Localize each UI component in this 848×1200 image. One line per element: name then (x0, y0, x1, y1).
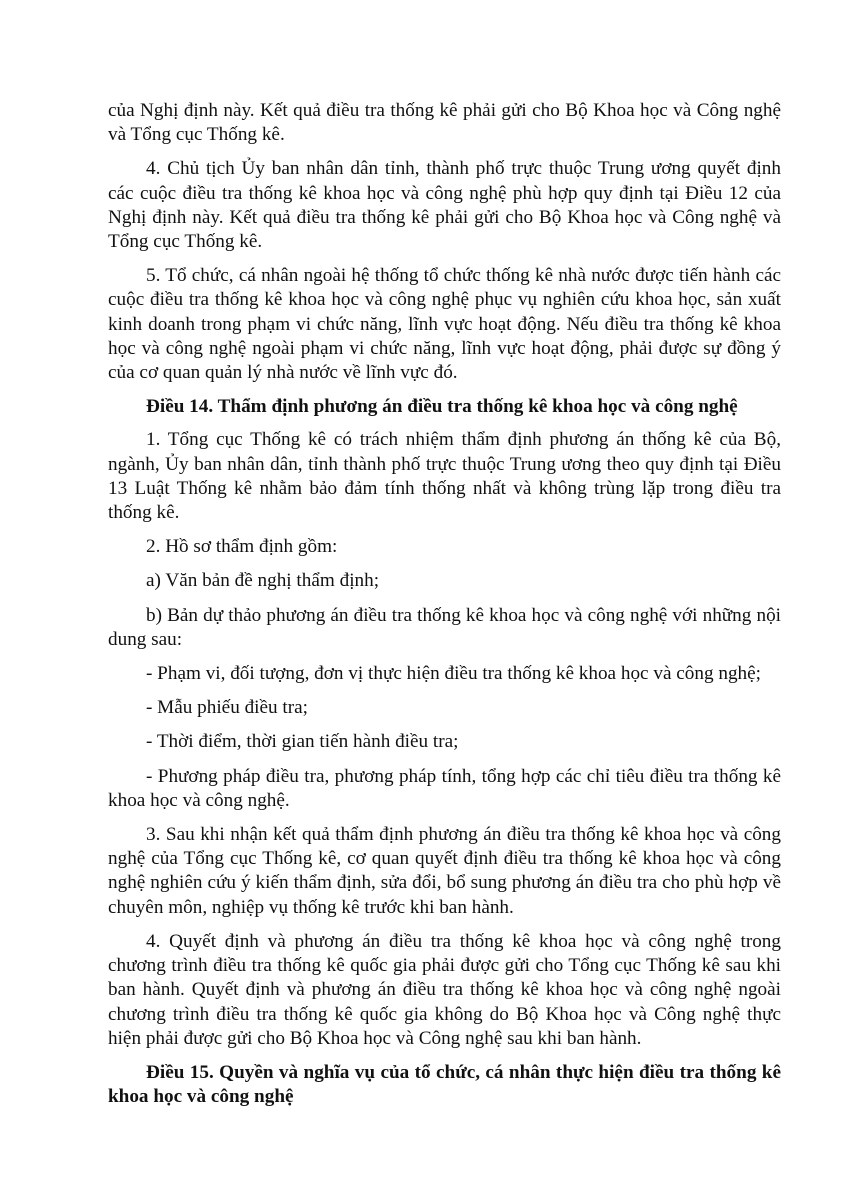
bullet-scope: - Phạm vi, đối tượng, đơn vị thực hiện điều tra thống kê khoa học và công nghệ; (146, 663, 762, 685)
paragraph-clause-4: 4. Chủ tịch Ủy ban nhân dân tỉnh, thành phố trực thuộc Trung ương quyết định các cuộc điều tra thống kê khoa học và công nghệ phù hợp quy định tại Điều 12 của Nghị định này. Kết quả điều tra thống kê phải gửi cho Bộ Khoa học và Công nghệ và Tổng cục Thống kê. (108, 158, 781, 253)
bullet-time: - Thời điểm, thời gian tiến hành điều tra; (146, 731, 459, 753)
paragraph-clause-5: 5. Tổ chức, cá nhân ngoài hệ thống tổ chức thống kê nhà nước được tiến hành các cuộc điều tra thống kê khoa học và công nghệ phục vụ nghiên cứu khoa học, sản xuất kinh doanh trong phạm vi chức năng, lĩnh vực hoạt động. Nếu điều tra thống kê khoa học và công nghệ ngoài phạm vi chức năng, lĩnh vực hoạt động, phải được sự đồng ý của cơ quan quản lý nhà nước về lĩnh vực đó. (108, 265, 781, 384)
bullet-method: - Phương pháp điều tra, phương pháp tính, tổng hợp các chỉ tiêu điều tra thống kê khoa học và công nghệ. (108, 765, 781, 811)
paragraph-article14-clause-2: 2. Hồ sơ thẩm định gồm: (146, 536, 338, 558)
paragraph-item-a: a) Văn bản đề nghị thẩm định; (146, 570, 380, 592)
paragraph-item-b: b) Bản dự thảo phương án điều tra thống kê khoa học và công nghệ với những nội dung sau: (108, 604, 781, 650)
paragraph-article14-clause-4: 4. Quyết định và phương án điều tra thống kê khoa học và công nghệ trong chương trình điều tra thống kê quốc gia phải được gửi cho Tổng cục Thống kê sau khi ban hành. Quyết định và phương án điều tra thống kê khoa học và công nghệ ngoài chương trình điều tra thống kê quốc gia không do Bộ Khoa học và Công nghệ thực hiện phải được gửi cho Bộ Khoa học và Công nghệ sau khi ban hành. (108, 930, 781, 1049)
article-14-heading: Điều 14. Thẩm định phương án điều tra thống kê khoa học và công nghệ (146, 396, 738, 418)
paragraph-continuation: của Nghị định này. Kết quả điều tra thống kê phải gửi cho Bộ Khoa học và Công nghệ và Tổng cục Thống kê. (108, 100, 781, 146)
paragraph-article14-clause-1: 1. Tổng cục Thống kê có trách nhiệm thẩm định phương án thống kê của Bộ, ngành, Ủy ban nhân dân, tỉnh thành phố trực thuộc Trung ương theo quy định tại Điều 13 Luật Thống kê nhằm bảo đảm tính thống nhất và không trùng lặp trong điều tra thống kê. (108, 429, 781, 524)
article-15-heading: Điều 15. Quyền và nghĩa vụ của tổ chức, cá nhân thực hiện điều tra thống kê khoa học và công nghệ (108, 1061, 781, 1108)
paragraph-article14-clause-3: 3. Sau khi nhận kết quả thẩm định phương án điều tra thống kê khoa học và công nghệ của Tổng cục Thống kê, cơ quan quyết định điều tra thống kê khoa học và công nghệ nghiên cứu ý kiến thẩm định, sửa đổi, bổ sung phương án điều tra cho phù hợp về chuyên môn, nghiệp vụ thống kê trước khi ban hành. (108, 824, 781, 918)
document-page (108, 99, 781, 1118)
bullet-form: - Mẫu phiếu điều tra; (146, 697, 308, 719)
